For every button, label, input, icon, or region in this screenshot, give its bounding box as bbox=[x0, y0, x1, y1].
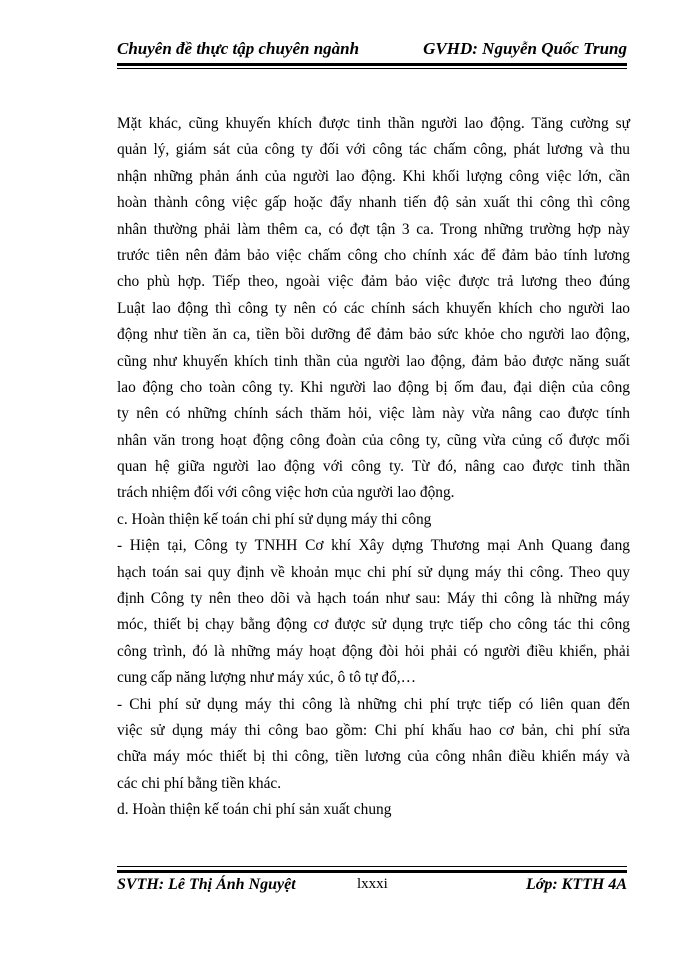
page-footer bbox=[117, 876, 627, 900]
footer-class: Lớp: KTTH 4A bbox=[525, 876, 627, 893]
header-rule-thin bbox=[117, 68, 627, 69]
text-line: quản lý, giám sát của công ty đối với công tác chấm công, phát lương và thu bbox=[117, 141, 630, 159]
text-line: nhân văn trong hoạt động công đoàn của công ty, cũng vừa củng cố được mối bbox=[117, 431, 630, 449]
text-line: - Hiện tại, Công ty TNHH Cơ khí Xây dựng Thương mại Anh Quang đang bbox=[117, 537, 630, 555]
text-line: trách nhiệm đối với công việc hơn của người lao động. bbox=[117, 484, 455, 502]
body-text bbox=[117, 111, 630, 824]
text-line: nhân thường phải làm thêm ca, có đợt tận 3 ca. Trong những trường hợp này bbox=[117, 220, 630, 238]
footer-rule-thick bbox=[117, 870, 627, 873]
text-line: - Chi phí sử dụng máy thi công là những chi phí trực tiếp có liên quan đến bbox=[117, 695, 630, 713]
footer-rule-thin bbox=[117, 866, 627, 867]
text-line: hoàn thành công việc gấp hoặc đẩy nhanh tiến độ sản xuất thi công thì công bbox=[117, 194, 630, 212]
text-line: động như tiền ăn ca, tiền bồi dưỡng để đảm bảo sức khỏe cho người lao động, bbox=[117, 326, 630, 344]
header-title: Chuyên đề thực tập chuyên ngành bbox=[117, 39, 360, 58]
page-header bbox=[117, 39, 627, 65]
text-line: các chi phí bằng tiền khác. bbox=[117, 774, 282, 792]
text-line: việc sử dụng máy thi công bao gồm: Chi phí khấu hao cơ bản, chi phí sửa bbox=[117, 721, 630, 739]
header-advisor: GVHD: Nguyễn Quốc Trung bbox=[423, 39, 627, 58]
header-rule-thick bbox=[117, 63, 627, 66]
text-line: Mặt khác, cũng khuyến khích được tinh thần người lao động. Tăng cường sự bbox=[117, 115, 630, 132]
text-line: ty nên có những chính sách thăm hỏi, việc làm này vừa nâng cao được tính bbox=[117, 405, 630, 423]
text-line: nhận những phản ánh của người lao động. Khi khối lượng công việc lớn, cần bbox=[117, 167, 630, 185]
text-line: định Công ty nên theo dõi và hạch toán như sau: Máy thi công là những máy bbox=[117, 590, 630, 608]
section-heading-d: d. Hoàn thiện kế toán chi phí sản xuất chung bbox=[117, 801, 392, 819]
text-line: lao động cho toàn công ty. Khi người lao động bị ốm đau, đại diện của công bbox=[117, 378, 630, 396]
text-line: trước tiên nên đảm bảo việc chấm công cho chính xác để đảm bảo tính lương bbox=[117, 246, 630, 264]
text-line: cũng như khuyến khích tinh thần của người lao động, đảm bảo được năng suất bbox=[117, 352, 630, 370]
text-line: cung cấp năng lượng như máy xúc, ô tô tự đổ,… bbox=[117, 669, 417, 687]
section-heading-c: c. Hoàn thiện kế toán chi phí sử dụng máy thi công bbox=[117, 510, 432, 528]
text-line: hạch toán sai quy định về khoản mục chi phí sử dụng máy thi công. Theo quy bbox=[117, 563, 630, 581]
text-line: công trình, đó là những máy hoạt động đòi hỏi phải có người điều khiển, phải bbox=[117, 642, 630, 660]
text-line: quan hệ giữa người lao động với công ty. Từ đó, nâng cao được tinh thần bbox=[117, 458, 630, 476]
text-line: Luật lao động thì công ty nên có các chính sách khuyến khích cho người lao bbox=[117, 299, 630, 317]
text-line: cho phù hợp. Tiếp theo, ngoài việc đảm bảo việc được trả lương theo đúng bbox=[117, 273, 630, 291]
page-number: lxxxi bbox=[357, 876, 388, 892]
text-line: chữa máy móc thiết bị thi công, tiền lương của công nhân điều khiển máy và bbox=[117, 748, 630, 766]
footer-student: SVTH: Lê Thị Ánh Nguyệt bbox=[117, 876, 296, 893]
text-line: móc, thiết bị chạy bằng động cơ được sử dụng trực tiếp cho công tác thi công bbox=[117, 616, 630, 634]
